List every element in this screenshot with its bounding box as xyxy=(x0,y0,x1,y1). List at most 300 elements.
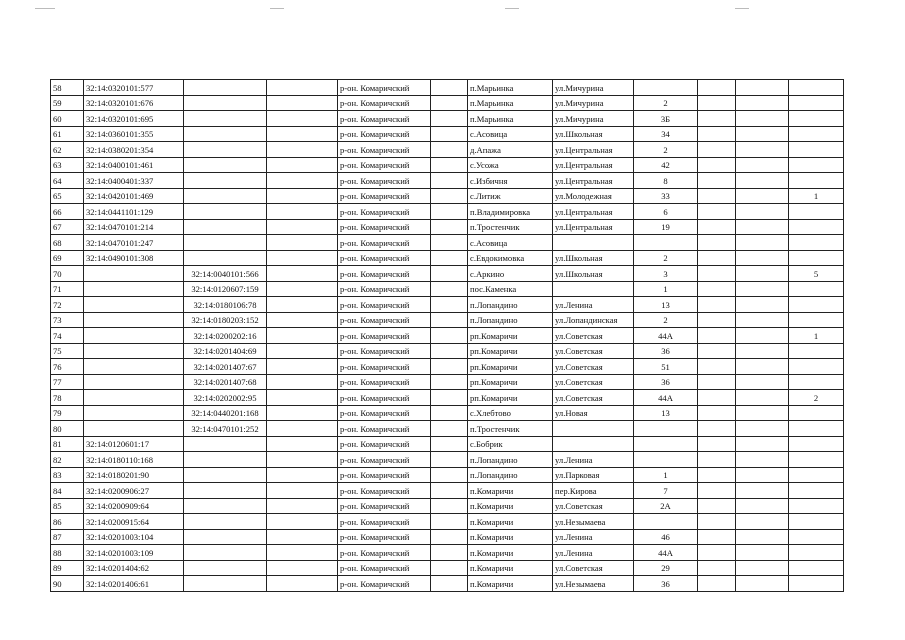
empty-cell xyxy=(431,281,468,297)
cadastral-number-alt xyxy=(184,436,267,452)
empty-cell xyxy=(431,111,468,127)
cadastral-number-alt: 32:14:0201407:67 xyxy=(184,359,267,375)
settlement: п.Комаричи xyxy=(468,498,553,514)
street xyxy=(553,436,634,452)
table-row xyxy=(51,374,844,390)
table-row xyxy=(51,483,844,499)
count xyxy=(789,204,844,220)
district: р-он. Комаричский xyxy=(338,436,431,452)
row-number: 78 xyxy=(51,390,84,406)
empty-cell xyxy=(267,173,338,189)
empty-cell xyxy=(698,235,736,251)
cadastral-number-alt: 32:14:0202002:95 xyxy=(184,390,267,406)
empty-cell xyxy=(698,312,736,328)
empty-cell xyxy=(267,359,338,375)
empty-cell xyxy=(698,219,736,235)
count xyxy=(789,157,844,173)
row-number: 69 xyxy=(51,250,84,266)
empty-cell xyxy=(736,328,789,344)
house-number: 34 xyxy=(634,126,698,142)
settlement: с.Хлебтово xyxy=(468,405,553,421)
house-number: 46 xyxy=(634,529,698,545)
table-row xyxy=(51,436,844,452)
cadastral-number: 32:14:0380201:354 xyxy=(84,142,184,158)
cadastral-number: 32:14:0320101:695 xyxy=(84,111,184,127)
row-number: 59 xyxy=(51,95,84,111)
empty-cell xyxy=(431,188,468,204)
district: р-он. Комаричский xyxy=(338,219,431,235)
table-row xyxy=(51,235,844,251)
empty-cell xyxy=(736,483,789,499)
empty-cell xyxy=(698,328,736,344)
table-row xyxy=(51,576,844,592)
empty-cell xyxy=(267,111,338,127)
row-number: 71 xyxy=(51,281,84,297)
house-number: 2А xyxy=(634,498,698,514)
count xyxy=(789,374,844,390)
count xyxy=(789,95,844,111)
cadastral-number-alt xyxy=(184,467,267,483)
table-row xyxy=(51,328,844,344)
empty-cell xyxy=(736,235,789,251)
property-table xyxy=(50,79,844,592)
table-body xyxy=(51,80,844,592)
row-number: 80 xyxy=(51,421,84,437)
district: р-он. Комаричский xyxy=(338,576,431,592)
district: р-он. Комаричский xyxy=(338,343,431,359)
settlement: п.Комаричи xyxy=(468,514,553,530)
street: ул.Центральная xyxy=(553,219,634,235)
empty-cell xyxy=(267,188,338,204)
district: р-он. Комаричский xyxy=(338,390,431,406)
street xyxy=(553,421,634,437)
cadastral-number: 32:14:0180201:90 xyxy=(84,467,184,483)
settlement: рп.Комаричи xyxy=(468,390,553,406)
row-number: 58 xyxy=(51,80,84,96)
empty-cell xyxy=(267,529,338,545)
empty-cell xyxy=(431,95,468,111)
settlement: с.Асовица xyxy=(468,235,553,251)
empty-cell xyxy=(267,374,338,390)
empty-cell xyxy=(698,545,736,561)
empty-cell xyxy=(431,343,468,359)
settlement: п.Комаричи xyxy=(468,483,553,499)
table-row xyxy=(51,142,844,158)
count xyxy=(789,80,844,96)
empty-cell xyxy=(431,405,468,421)
count xyxy=(789,452,844,468)
count xyxy=(789,312,844,328)
empty-cell xyxy=(431,436,468,452)
cadastral-number-alt xyxy=(184,219,267,235)
house-number xyxy=(634,436,698,452)
settlement: с.Усожа xyxy=(468,157,553,173)
row-number: 62 xyxy=(51,142,84,158)
empty-cell xyxy=(736,95,789,111)
cadastral-number-alt: 32:14:0201407:68 xyxy=(184,374,267,390)
count xyxy=(789,219,844,235)
house-number xyxy=(634,514,698,530)
cadastral-number: 32:14:0320101:577 xyxy=(84,80,184,96)
settlement: п.Лопандино xyxy=(468,297,553,313)
empty-cell xyxy=(736,436,789,452)
empty-cell xyxy=(736,452,789,468)
cadastral-number: 32:14:0180110:168 xyxy=(84,452,184,468)
empty-cell xyxy=(431,266,468,282)
row-number: 89 xyxy=(51,560,84,576)
house-number xyxy=(634,235,698,251)
settlement: с.Аркино xyxy=(468,266,553,282)
house-number: 6 xyxy=(634,204,698,220)
cadastral-number-alt xyxy=(184,560,267,576)
row-number: 72 xyxy=(51,297,84,313)
cadastral-number-alt: 32:14:0120607:159 xyxy=(184,281,267,297)
table-row xyxy=(51,281,844,297)
settlement: п.Тростенчик xyxy=(468,421,553,437)
street xyxy=(553,235,634,251)
settlement: п.Владимировка xyxy=(468,204,553,220)
settlement: рп.Комаричи xyxy=(468,328,553,344)
count xyxy=(789,142,844,158)
house-number xyxy=(634,452,698,468)
house-number: 44А xyxy=(634,390,698,406)
street: ул.Новая xyxy=(553,405,634,421)
district: р-он. Комаричский xyxy=(338,188,431,204)
empty-cell xyxy=(431,142,468,158)
cadastral-number: 32:14:0441101:129 xyxy=(84,204,184,220)
street: ул.Центральная xyxy=(553,157,634,173)
district: р-он. Комаричский xyxy=(338,312,431,328)
cadastral-number xyxy=(84,297,184,313)
district: р-он. Комаричский xyxy=(338,142,431,158)
count xyxy=(789,405,844,421)
district: р-он. Комаричский xyxy=(338,452,431,468)
count xyxy=(789,498,844,514)
empty-cell xyxy=(431,545,468,561)
settlement: д.Апажа xyxy=(468,142,553,158)
row-number: 63 xyxy=(51,157,84,173)
district: р-он. Комаричский xyxy=(338,545,431,561)
street: ул.Центральная xyxy=(553,142,634,158)
empty-cell xyxy=(698,374,736,390)
empty-cell xyxy=(736,142,789,158)
cadastral-number-alt xyxy=(184,514,267,530)
street: ул.Лопандинская xyxy=(553,312,634,328)
empty-cell xyxy=(736,405,789,421)
empty-cell xyxy=(267,436,338,452)
row-number: 70 xyxy=(51,266,84,282)
empty-cell xyxy=(431,235,468,251)
table-row xyxy=(51,514,844,530)
street: ул.Незымаева xyxy=(553,576,634,592)
cadastral-number xyxy=(84,405,184,421)
district: р-он. Комаричский xyxy=(338,80,431,96)
count xyxy=(789,576,844,592)
empty-cell xyxy=(431,374,468,390)
house-number: 36 xyxy=(634,374,698,390)
cadastral-number-alt xyxy=(184,529,267,545)
empty-cell xyxy=(431,250,468,266)
empty-cell xyxy=(267,126,338,142)
row-number: 74 xyxy=(51,328,84,344)
district: р-он. Комаричский xyxy=(338,157,431,173)
empty-cell xyxy=(698,281,736,297)
district: р-он. Комаричский xyxy=(338,250,431,266)
empty-cell xyxy=(736,157,789,173)
empty-cell xyxy=(267,281,338,297)
cadastral-number: 32:14:0201003:109 xyxy=(84,545,184,561)
row-number: 81 xyxy=(51,436,84,452)
district: р-он. Комаричский xyxy=(338,421,431,437)
empty-cell xyxy=(698,157,736,173)
house-number: 33 xyxy=(634,188,698,204)
cadastral-number-alt xyxy=(184,204,267,220)
empty-cell xyxy=(267,452,338,468)
street: ул.Школьная xyxy=(553,266,634,282)
street: ул.Советская xyxy=(553,374,634,390)
count: 1 xyxy=(789,328,844,344)
table-row xyxy=(51,390,844,406)
empty-cell xyxy=(698,498,736,514)
cadastral-number-alt: 32:14:0440201:168 xyxy=(184,405,267,421)
empty-cell xyxy=(736,297,789,313)
cadastral-number-alt: 32:14:0200202:16 xyxy=(184,328,267,344)
cadastral-number: 32:14:0400401:337 xyxy=(84,173,184,189)
settlement: п.Комаричи xyxy=(468,576,553,592)
street xyxy=(553,281,634,297)
settlement: рп.Комаричи xyxy=(468,359,553,375)
house-number: 2 xyxy=(634,312,698,328)
row-number: 79 xyxy=(51,405,84,421)
settlement: с.Литиж xyxy=(468,188,553,204)
cadastral-number: 32:14:0470101:214 xyxy=(84,219,184,235)
empty-cell xyxy=(431,80,468,96)
empty-cell xyxy=(267,405,338,421)
row-number: 73 xyxy=(51,312,84,328)
empty-cell xyxy=(431,328,468,344)
empty-cell xyxy=(736,173,789,189)
empty-cell xyxy=(431,312,468,328)
settlement: п.Лопандино xyxy=(468,467,553,483)
settlement: пос.Каменка xyxy=(468,281,553,297)
cadastral-number-alt xyxy=(184,576,267,592)
empty-cell xyxy=(431,157,468,173)
empty-cell xyxy=(736,529,789,545)
table-row xyxy=(51,359,844,375)
street: ул.Ленина xyxy=(553,529,634,545)
empty-cell xyxy=(736,266,789,282)
empty-cell xyxy=(267,560,338,576)
table-row xyxy=(51,173,844,189)
row-number: 60 xyxy=(51,111,84,127)
row-number: 85 xyxy=(51,498,84,514)
district: р-он. Комаричский xyxy=(338,95,431,111)
district: р-он. Комаричский xyxy=(338,126,431,142)
settlement: п.Комаричи xyxy=(468,545,553,561)
table-row xyxy=(51,452,844,468)
empty-cell xyxy=(698,452,736,468)
row-number: 90 xyxy=(51,576,84,592)
cadastral-number-alt: 32:14:0180203:152 xyxy=(184,312,267,328)
cadastral-number-alt xyxy=(184,95,267,111)
street: ул.Парковая xyxy=(553,467,634,483)
empty-cell xyxy=(736,312,789,328)
cadastral-number: 32:14:0360101:355 xyxy=(84,126,184,142)
count xyxy=(789,529,844,545)
cadastral-number: 32:14:0320101:676 xyxy=(84,95,184,111)
table-row xyxy=(51,188,844,204)
table-row xyxy=(51,498,844,514)
cadastral-number: 32:14:0201404:62 xyxy=(84,560,184,576)
cadastral-number xyxy=(84,421,184,437)
row-number: 88 xyxy=(51,545,84,561)
cadastral-number-alt xyxy=(184,80,267,96)
house-number: 2 xyxy=(634,95,698,111)
house-number: 13 xyxy=(634,297,698,313)
cadastral-number: 32:14:0120601:17 xyxy=(84,436,184,452)
house-number: 36 xyxy=(634,576,698,592)
cadastral-number-alt: 32:14:0201404:69 xyxy=(184,343,267,359)
count xyxy=(789,250,844,266)
table-row xyxy=(51,467,844,483)
empty-cell xyxy=(431,219,468,235)
house-number: 44А xyxy=(634,328,698,344)
empty-cell xyxy=(698,359,736,375)
count xyxy=(789,436,844,452)
empty-cell xyxy=(736,111,789,127)
table-row xyxy=(51,297,844,313)
row-number: 76 xyxy=(51,359,84,375)
empty-cell xyxy=(698,514,736,530)
count xyxy=(789,281,844,297)
house-number: 3 xyxy=(634,266,698,282)
empty-cell xyxy=(431,514,468,530)
scan-artifact xyxy=(35,8,55,9)
settlement: п.Комаричи xyxy=(468,529,553,545)
empty-cell xyxy=(698,421,736,437)
empty-cell xyxy=(431,204,468,220)
count xyxy=(789,483,844,499)
table-row xyxy=(51,204,844,220)
table-row xyxy=(51,111,844,127)
empty-cell xyxy=(267,545,338,561)
table-row xyxy=(51,126,844,142)
empty-cell xyxy=(698,142,736,158)
empty-cell xyxy=(267,204,338,220)
settlement: п.Марьинка xyxy=(468,111,553,127)
table-row xyxy=(51,312,844,328)
cadastral-number-alt xyxy=(184,483,267,499)
empty-cell xyxy=(267,343,338,359)
row-number: 84 xyxy=(51,483,84,499)
count xyxy=(789,173,844,189)
empty-cell xyxy=(431,467,468,483)
row-number: 77 xyxy=(51,374,84,390)
empty-cell xyxy=(736,514,789,530)
count xyxy=(789,545,844,561)
settlement: п.Тростенчик xyxy=(468,219,553,235)
cadastral-number: 32:14:0200909:64 xyxy=(84,498,184,514)
house-number: 19 xyxy=(634,219,698,235)
district: р-он. Комаричский xyxy=(338,281,431,297)
empty-cell xyxy=(698,576,736,592)
district: р-он. Комаричский xyxy=(338,529,431,545)
table-row xyxy=(51,560,844,576)
house-number: 1 xyxy=(634,467,698,483)
settlement: рп.Комаричи xyxy=(468,374,553,390)
empty-cell xyxy=(698,126,736,142)
house-number: 42 xyxy=(634,157,698,173)
street: ул.Центральная xyxy=(553,173,634,189)
empty-cell xyxy=(698,188,736,204)
empty-cell xyxy=(267,390,338,406)
cadastral-number: 32:14:0420101:469 xyxy=(84,188,184,204)
empty-cell xyxy=(267,514,338,530)
settlement: п.Комаричи xyxy=(468,560,553,576)
empty-cell xyxy=(736,126,789,142)
row-number: 67 xyxy=(51,219,84,235)
street: ул.Советская xyxy=(553,359,634,375)
cadastral-number-alt: 32:14:0180106:78 xyxy=(184,297,267,313)
empty-cell xyxy=(698,529,736,545)
cadastral-number-alt: 32:14:0040101:566 xyxy=(184,266,267,282)
district: р-он. Комаричский xyxy=(338,560,431,576)
empty-cell xyxy=(267,250,338,266)
settlement: п.Лопандино xyxy=(468,452,553,468)
district: р-он. Комаричский xyxy=(338,204,431,220)
empty-cell xyxy=(431,498,468,514)
empty-cell xyxy=(431,452,468,468)
empty-cell xyxy=(431,483,468,499)
empty-cell xyxy=(267,235,338,251)
empty-cell xyxy=(736,188,789,204)
cadastral-number xyxy=(84,343,184,359)
table-row xyxy=(51,343,844,359)
cadastral-number-alt xyxy=(184,452,267,468)
empty-cell xyxy=(698,560,736,576)
cadastral-number: 32:14:0470101:247 xyxy=(84,235,184,251)
street: ул.Школьная xyxy=(553,250,634,266)
street: ул.Мичурина xyxy=(553,95,634,111)
district: р-он. Комаричский xyxy=(338,405,431,421)
cadastral-number xyxy=(84,374,184,390)
empty-cell xyxy=(267,467,338,483)
district: р-он. Комаричский xyxy=(338,173,431,189)
house-number: 1 xyxy=(634,281,698,297)
district: р-он. Комаричский xyxy=(338,235,431,251)
district: р-он. Комаричский xyxy=(338,498,431,514)
row-number: 86 xyxy=(51,514,84,530)
row-number: 83 xyxy=(51,467,84,483)
cadastral-number: 32:14:0490101:308 xyxy=(84,250,184,266)
table-row xyxy=(51,95,844,111)
empty-cell xyxy=(267,80,338,96)
street: ул.Ленина xyxy=(553,452,634,468)
count xyxy=(789,359,844,375)
cadastral-number-alt xyxy=(184,498,267,514)
empty-cell xyxy=(736,576,789,592)
district: р-он. Комаричский xyxy=(338,328,431,344)
empty-cell xyxy=(736,498,789,514)
house-number: 7 xyxy=(634,483,698,499)
table-row xyxy=(51,219,844,235)
empty-cell xyxy=(736,560,789,576)
count xyxy=(789,126,844,142)
scan-artifact xyxy=(505,8,519,9)
empty-cell xyxy=(267,312,338,328)
empty-cell xyxy=(698,173,736,189)
settlement: п.Лопандино xyxy=(468,312,553,328)
